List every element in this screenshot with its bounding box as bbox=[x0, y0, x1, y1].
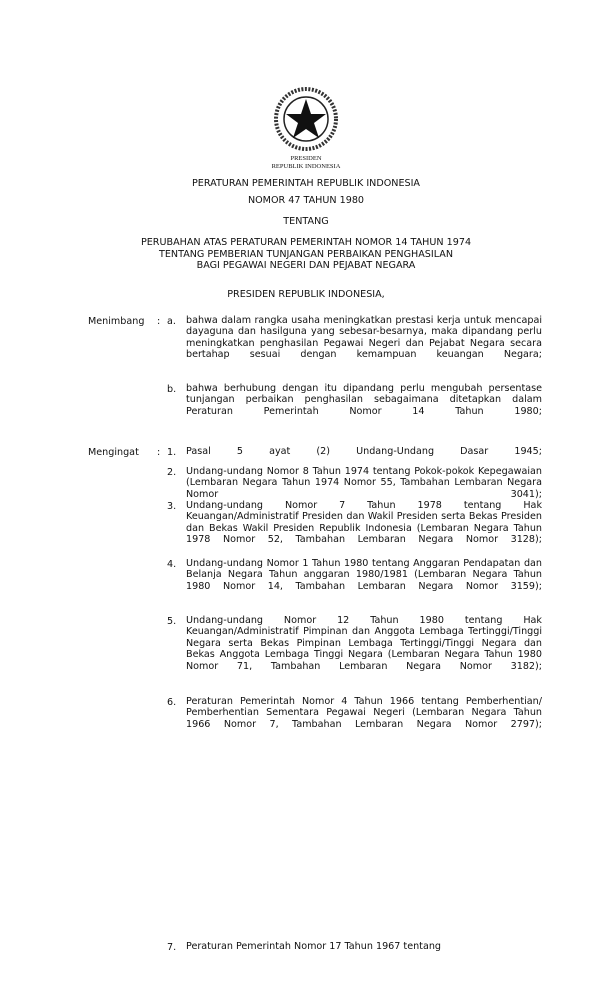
item-text: bahwa dalam rangka usaha meningkatkan prestasi kerja untuk mencapai dayaguna dan hasilguna yang sebesar-besarnya, maka dipandang perlu meningkatkan penghasilan Pegawai Negeri dan Pejabat Negara secara bertahap sesuai dengan kemampuan keuangan Negara; bbox=[186, 315, 542, 361]
item-number: 1. bbox=[167, 447, 177, 458]
colon: : bbox=[157, 447, 161, 458]
item-number: a. bbox=[167, 316, 176, 327]
item-text: Undang-undang Nomor 7 Tahun 1978 tentang Hak Keuangan/Administratif Presiden dan Wakil Presiden serta Bekas Presiden dan Bekas Wakil Presiden Republik Indonesia (Lembaran Negara Tahun 1978 Nomor 52, Tambahan Lembaran Negara Nomor 3128); bbox=[186, 500, 542, 546]
title-number: NOMOR 47 TAHUN 1980 bbox=[247, 195, 365, 206]
item-number: 4. bbox=[167, 559, 177, 570]
garuda-seal-icon bbox=[268, 85, 344, 153]
item-text: Undang-undang Nomor 8 Tahun 1974 tentang Pokok-pokok Kepegawaian (Lembaran Negara Tahun 1974 Nomor 55, Tambahan Lembaran Negara Nomor 3041); bbox=[186, 466, 542, 500]
item-text: Pasal 5 ayat (2) Undang-Undang Dasar 1945; bbox=[186, 446, 542, 457]
item-number: 7. bbox=[167, 942, 177, 953]
item-text: Undang-undang Nomor 12 Tahun 1980 tentang Hak Keuangan/Administratif Pimpinan dan Anggota Lembaga Tertinggi/Tinggi Negara serta Bekas Pimpinan Lembaga Tertinggi/Tinggi Negara dan Bekas Anggota Lembaga Tinggi Negara (Lembaran Negara Tahun 1980 Nomor 71, Tambahan Lembaran Negara Nomor 3182); bbox=[186, 615, 542, 672]
item-number: 2. bbox=[167, 467, 177, 478]
item-text: Peraturan Pemerintah Nomor 4 Tahun 1966 tentang Pemberhentian/ Pemberhentian Sementara Pegawai Negeri (Lembaran Negara Tahun 1966 Nomor 7, Tambahan Lembaran Negara Nomor 2797); bbox=[186, 696, 542, 730]
seal-caption: PRESIDEN REPUBLIK INDONESIA bbox=[271, 155, 341, 170]
colon: : bbox=[157, 316, 161, 327]
item-number: 6. bbox=[167, 697, 177, 708]
item-text: Undang-undang Nomor 1 Tahun 1980 tentang Anggaran Pendapatan dan Belanja Negara Tahun anggaran 1980/1981 (Lembaran Negara Tahun 1980 Nomor 14, Tambahan Lembaran Negara Nomor 3159); bbox=[186, 558, 542, 592]
mengingat-label: Mengingat bbox=[88, 447, 139, 458]
subject: PERUBAHAN ATAS PERATURAN PEMERINTAH NOMOR 14 TAHUN 1974 TENTANG PEMBERIAN TUNJANGAN PERBAIKAN PENGHASILAN BAGI PEGAWAI NEGERI DAN PEJABAT NEGARA bbox=[140, 237, 472, 271]
item-text: Peraturan Pemerintah Nomor 17 Tahun 1967 tentang bbox=[186, 941, 441, 952]
title-tentang: TENTANG bbox=[283, 216, 329, 227]
item-number: 3. bbox=[167, 501, 177, 512]
menimbang-label: Menimbang bbox=[88, 316, 145, 327]
preamble: PRESIDEN REPUBLIK INDONESIA, bbox=[227, 289, 385, 300]
title: PERATURAN PEMERINTAH REPUBLIK INDONESIA bbox=[192, 178, 420, 189]
item-text: bahwa berhubung dengan itu dipandang perlu mengubah persentase tunjangan perbaikan penghasilan sebagaimana ditetapkan dalam Peraturan Pemerintah Nomor 14 Tahun 1980; bbox=[186, 383, 542, 417]
item-number: 5. bbox=[167, 616, 177, 627]
item-number: b. bbox=[167, 384, 177, 395]
